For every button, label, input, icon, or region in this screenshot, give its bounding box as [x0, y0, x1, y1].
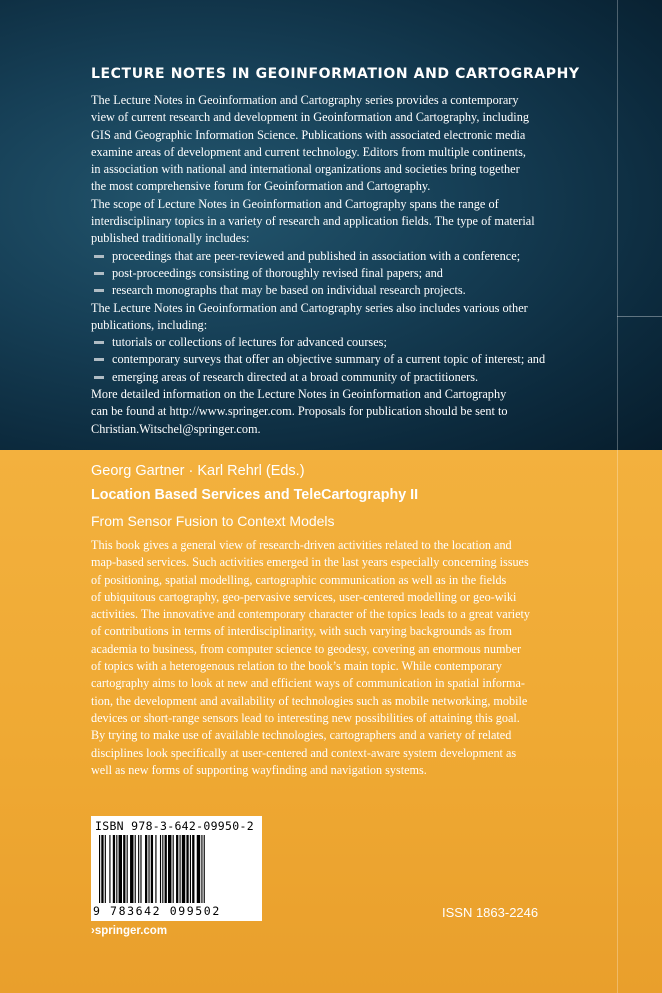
list-item — [91, 282, 591, 299]
list-item-text: tutorials or collections of lectures for advanced courses; — [112, 335, 387, 350]
text-line: disciplines look specifically at user-centered and context-aware system development as — [91, 745, 517, 760]
text-line: The Lecture Notes in Geoinformation and Cartography series also includes various other — [91, 300, 528, 315]
text-line: Christian.Witschel@springer.com. — [91, 421, 261, 436]
text-line: cartography aims to look at new and efficient ways of communication in spatial informa- — [91, 676, 525, 691]
list-item — [91, 265, 591, 282]
text-line: academia to business, from computer science to geodesy, covering an enormous number — [91, 641, 522, 656]
bullet-dash-icon — [94, 358, 104, 361]
text-line: GIS and Geographic Information Science. Publications with associated electronic media — [91, 127, 526, 142]
other-publications-list — [91, 334, 591, 386]
list-item-text: contemporary surveys that offer an objective summary of a current topic of interest; and — [112, 352, 546, 367]
bullet-dash-icon — [94, 376, 104, 379]
text-line: of topics with a heterogenous relation to the book’s main topic. While contemporary — [91, 659, 502, 674]
list-item — [91, 248, 591, 265]
book-editors: Georg Gartner · Karl Rehrl (Eds.) — [91, 463, 305, 479]
list-item-text: research monographs that may be based on individual research projects. — [112, 283, 466, 298]
text-line: More detailed information on the Lecture Notes in Geoinformation and Cartography — [91, 387, 507, 402]
text-line: publications, including: — [91, 317, 208, 332]
arrow-icon: › — [91, 925, 95, 937]
text-line: examine areas of development and current technology. Editors from multiple continents, — [91, 144, 526, 159]
text-line: devices or short-range sensors lead to interesting new possibilities of attaining this goal. — [91, 710, 520, 725]
bullet-dash-icon — [94, 341, 104, 344]
divider-vertical — [617, 0, 618, 993]
divider-horizontal — [617, 316, 662, 317]
bullet-dash-icon — [94, 272, 104, 275]
book-title: Location Based Services and TeleCartography II — [91, 487, 419, 503]
text-line: map-based services. Such activities emerged in the last years especially concerning issues — [91, 555, 529, 570]
text-line: published traditionally includes: — [91, 231, 250, 246]
text-line: tion, the development and availability of technologies such as mobile networking, mobile — [91, 693, 528, 708]
text-line: activities. The innovative and contemporary character of the topics leads to a great variety — [91, 607, 531, 622]
series-description — [91, 92, 591, 438]
list-item-text: proceedings that are peer-reviewed and published in association with a conference; — [112, 248, 521, 263]
text-line: of ubiquitous cartography, geo-pervasive services, user-centered modelling or geo-wiki — [91, 589, 517, 604]
text-line: the most comprehensive forum for Geoinformation and Cartography. — [91, 179, 431, 194]
text-line: This book gives a general view of research-driven activities related to the location and — [91, 538, 512, 552]
barcode-bars-icon — [99, 835, 257, 903]
text-line: can be found at http://www.springer.com. Proposals for publication should be sent to — [91, 404, 508, 419]
text-line: in association with national and international organizations and societies bring together — [91, 162, 520, 177]
list-item-text: post-proceedings consisting of thoroughly revised final papers; and — [112, 265, 443, 280]
bullet-dash-icon — [94, 255, 104, 258]
series-more-info — [91, 386, 591, 438]
series-also — [91, 300, 591, 335]
text-line: By trying to make use of available technologies, cartographers and a variety of related — [91, 728, 512, 743]
issn: ISSN 1863-2246 — [442, 905, 539, 920]
publication-types-list — [91, 248, 591, 300]
list-item — [91, 351, 591, 368]
book-description — [91, 537, 611, 779]
series-intro — [91, 92, 591, 196]
book-subtitle: From Sensor Fusion to Context Models — [91, 513, 335, 529]
list-item — [91, 369, 591, 386]
isbn-barcode — [91, 816, 262, 921]
text-line: of positioning, spatial modelling, cartographic communication as well as in the fields — [91, 572, 507, 587]
publisher-link[interactable] — [91, 925, 167, 937]
ean-digits: 9 783642 099502 — [93, 904, 221, 918]
publisher-url: springer.com — [94, 925, 168, 937]
text-line: The scope of Lecture Notes in Geoinformation and Cartography spans the range of — [91, 196, 499, 211]
bullet-dash-icon — [94, 289, 104, 292]
text-line: The Lecture Notes in Geoinformation and Cartography series provides a contemporary — [91, 93, 519, 107]
text-line: view of current research and development in Geoinformation and Cartography, including — [91, 110, 529, 125]
series-scope — [91, 196, 591, 248]
text-line: well as new forms of supporting wayfinding and navigation systems. — [91, 762, 427, 777]
list-item — [91, 334, 591, 351]
text-line: interdisciplinary topics in a variety of research and application fields. The type of material — [91, 214, 535, 229]
isbn-label: ISBN 978-3-642-09950-2 — [95, 819, 254, 833]
text-line: of contributions in terms of interdisciplinarity, with such varying backgrounds as from — [91, 624, 512, 639]
list-item-text: emerging areas of research directed at a broad community of practitioners. — [112, 369, 479, 384]
series-title: LECTURE NOTES IN GEOINFORMATION AND CARTOGRAPHY — [91, 66, 580, 82]
